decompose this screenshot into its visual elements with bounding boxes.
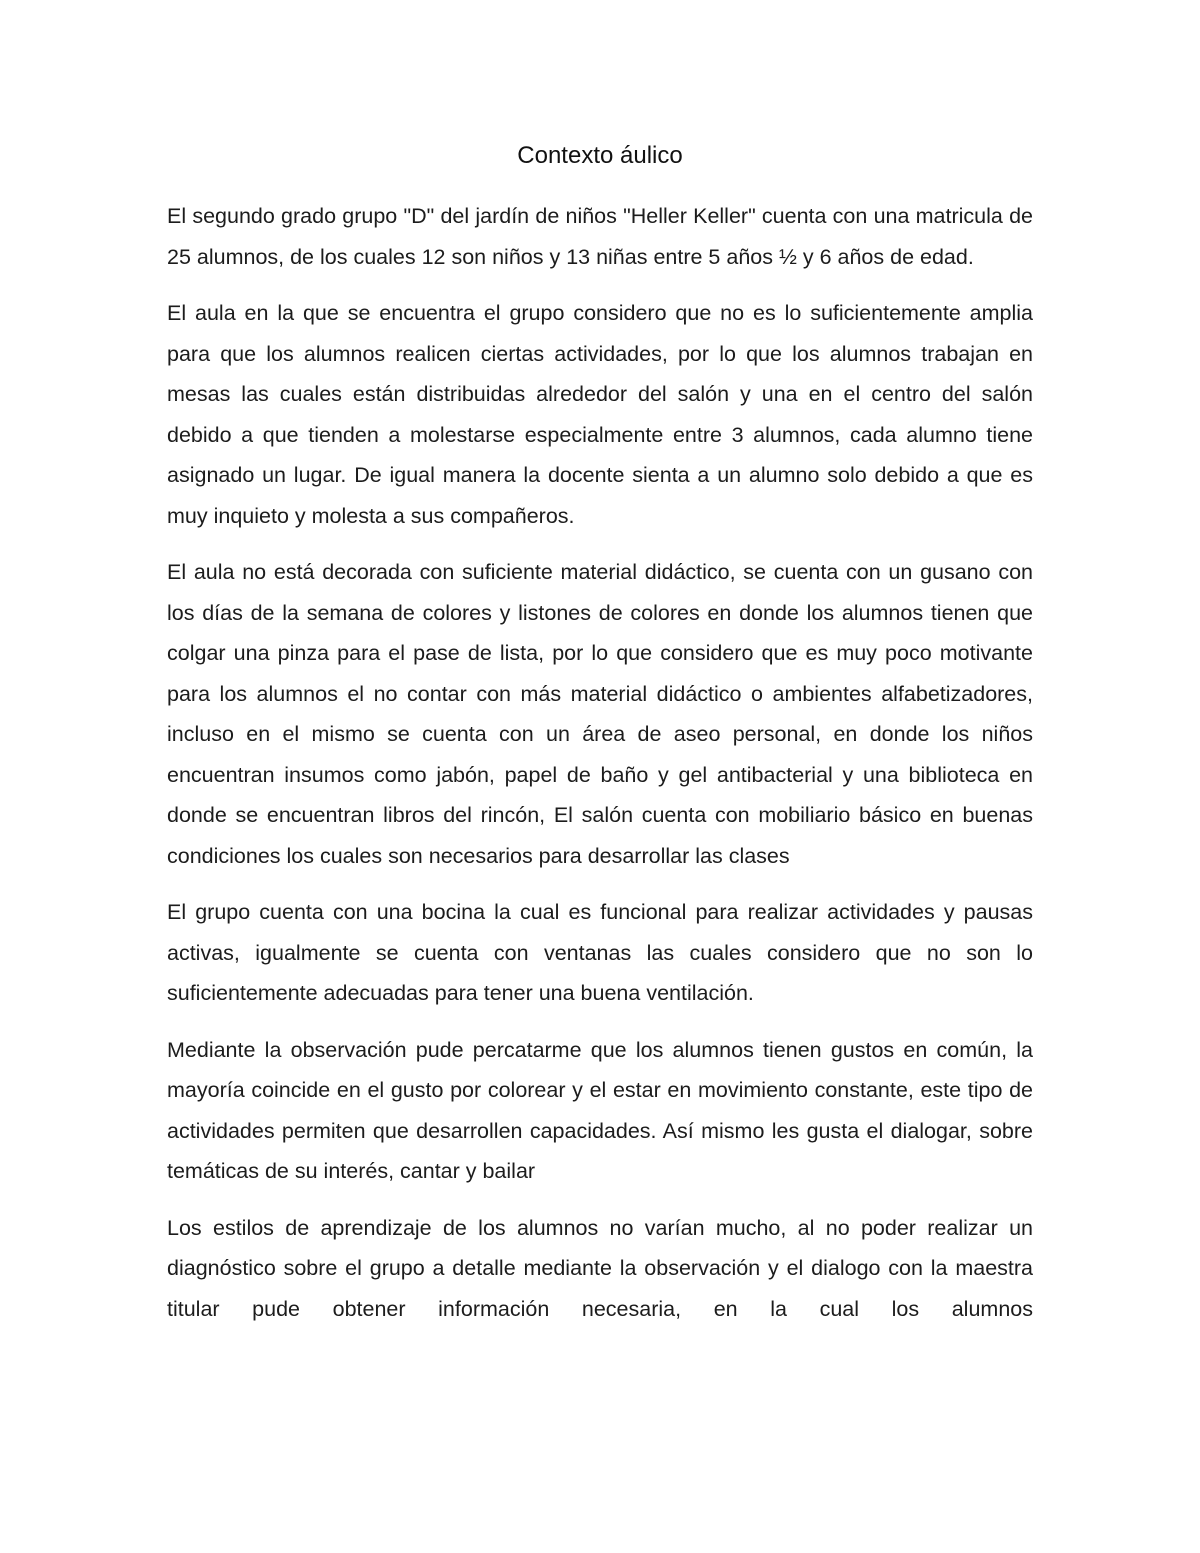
- paragraph-learning-styles: Los estilos de aprendizaje de los alumnos no varían mucho, al no poder realizar un diagnóstico sobre el grupo a detalle mediante la observación y el dialogo con la maestra titular pude obtener información necesaria, en la cual los alumnos: [167, 1215, 1033, 1321]
- paragraph-classroom-space: El aula en la que se encuentra el grupo considero que no es lo suficientemente amplia para que los alumnos realicen ciertas actividades, por lo que los alumnos trabajan en mesas las cuales están distribuidas alrededor del salón y una en el centro del salón debido a que tienden a molestarse especialmente entre 3 alumnos, cada alumno tiene asignado un lugar. De igual manera la docente sienta a un alumno solo debido a que es muy inquieto y molesta a sus compañeros.: [167, 301, 1033, 528]
- paragraph-equipment: El grupo cuenta con una bocina la cual es funcional para realizar actividades y pausas activas, igualmente se cuenta con ventanas las cuales considero que no son lo suficientemente adecuadas para tener una buena ventilación.: [167, 900, 1033, 1005]
- paragraph-observation: Mediante la observación pude percatarme que los alumnos tienen gustos en común, la mayoría coincide en el gusto por colorear y el estar en movimiento constante, este tipo de actividades permiten que desarrollen capacidades. Así mismo les gusta el dialogar, sobre temáticas de su interés, cantar y bailar: [167, 1037, 1033, 1183]
- document-title: Contexto áulico: [517, 142, 683, 169]
- document-body: [167, 196, 1033, 1329]
- paragraph-class-overview: El segundo grado grupo "D" del jardín de niños "Heller Keller" cuenta con una matricula de 25 alumnos, de los cuales 12 son niños y 13 niñas entre 5 años ½ y 6 años de edad.: [167, 204, 1033, 269]
- paragraph-classroom-materials: El aula no está decorada con suficiente material didáctico, se cuenta con un gusano con los días de la semana de colores y listones de colores en donde los alumnos tienen que colgar una pinza para el pase de lista, por lo que considero que es muy poco motivante para los alumnos el no contar con más material didáctico o ambientes alfabetizadores, incluso en el mismo se cuenta con un área de aseo personal, en donde los niños encuentran insumos como jabón, papel de baño y gel antibacterial y una biblioteca en donde se encuentran libros del rincón, El salón cuenta con mobiliario básico en buenas condiciones los cuales son necesarios para desarrollar las clases: [167, 560, 1033, 868]
